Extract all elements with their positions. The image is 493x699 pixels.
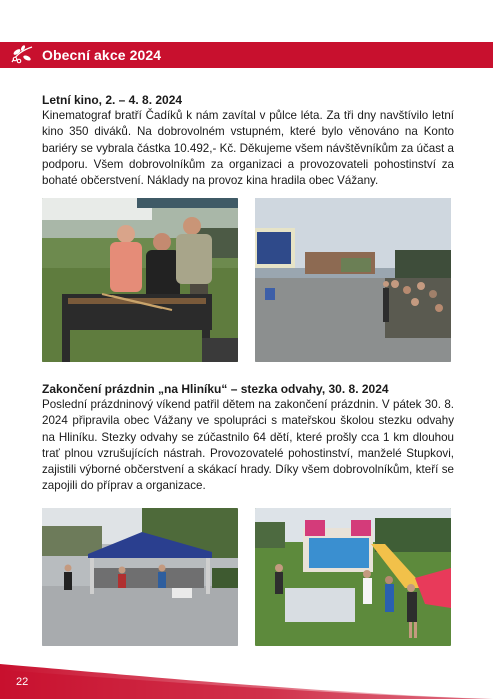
- article-body: Poslední prázdninový víkend patřil dětem na zakončení prázdnin. V pátek 30. 8. 2024 připravila obec Vážany ve spolupráci s mateřskou školou stezku odvahy na Hliníku. Stezky odvahy se zúčastnilo 64 dětí, které prošly cca 1 km dlouhou trať plnou vzrušujících nástrah. Provozovatelé pohostinství, manželé Stupkovi, zajistili výborné občerstvení a skákací hrady. Díky všem dobrovolníkům, kteří se zapojili do příprav a organizace.: [42, 398, 454, 493]
- article-letni-kino: [42, 92, 454, 189]
- photo-party-tents: [42, 508, 238, 646]
- photo-outdoor-cinema: [255, 198, 451, 362]
- article-title: Zakončení prázdnin „na Hliníku“ – stezka odvahy, 30. 8. 2024: [42, 382, 389, 396]
- page-number: 22: [16, 676, 29, 688]
- photo-grilling: [42, 198, 238, 362]
- page-title: Obecní akce 2024: [42, 47, 162, 63]
- footer-decoration: [0, 652, 493, 699]
- article-title: Letní kino, 2. – 4. 8. 2024: [42, 93, 183, 107]
- article-body: Kinematograf bratří Čadíků k nám zavítal v půlce léta. Za tři dny navštívilo letní kino 350 diváků. Na dobrovolném vstupném, které bylo věnováno na Konto bariéry se vybrala částka 10.492,- Kč. Děkujeme všem návštěvníkům za účast a podporu. Všem dobrovolníkům za organizaci a provozovateli pohostinství za bohaté občerstvení. Náklady na provoz kina hradila obec Vážany.: [42, 109, 454, 188]
- article-zakonceni-prazdnin: [42, 381, 454, 495]
- red-berries-leaves-icon: [9, 44, 35, 66]
- photo-bouncy-castle: [255, 508, 451, 646]
